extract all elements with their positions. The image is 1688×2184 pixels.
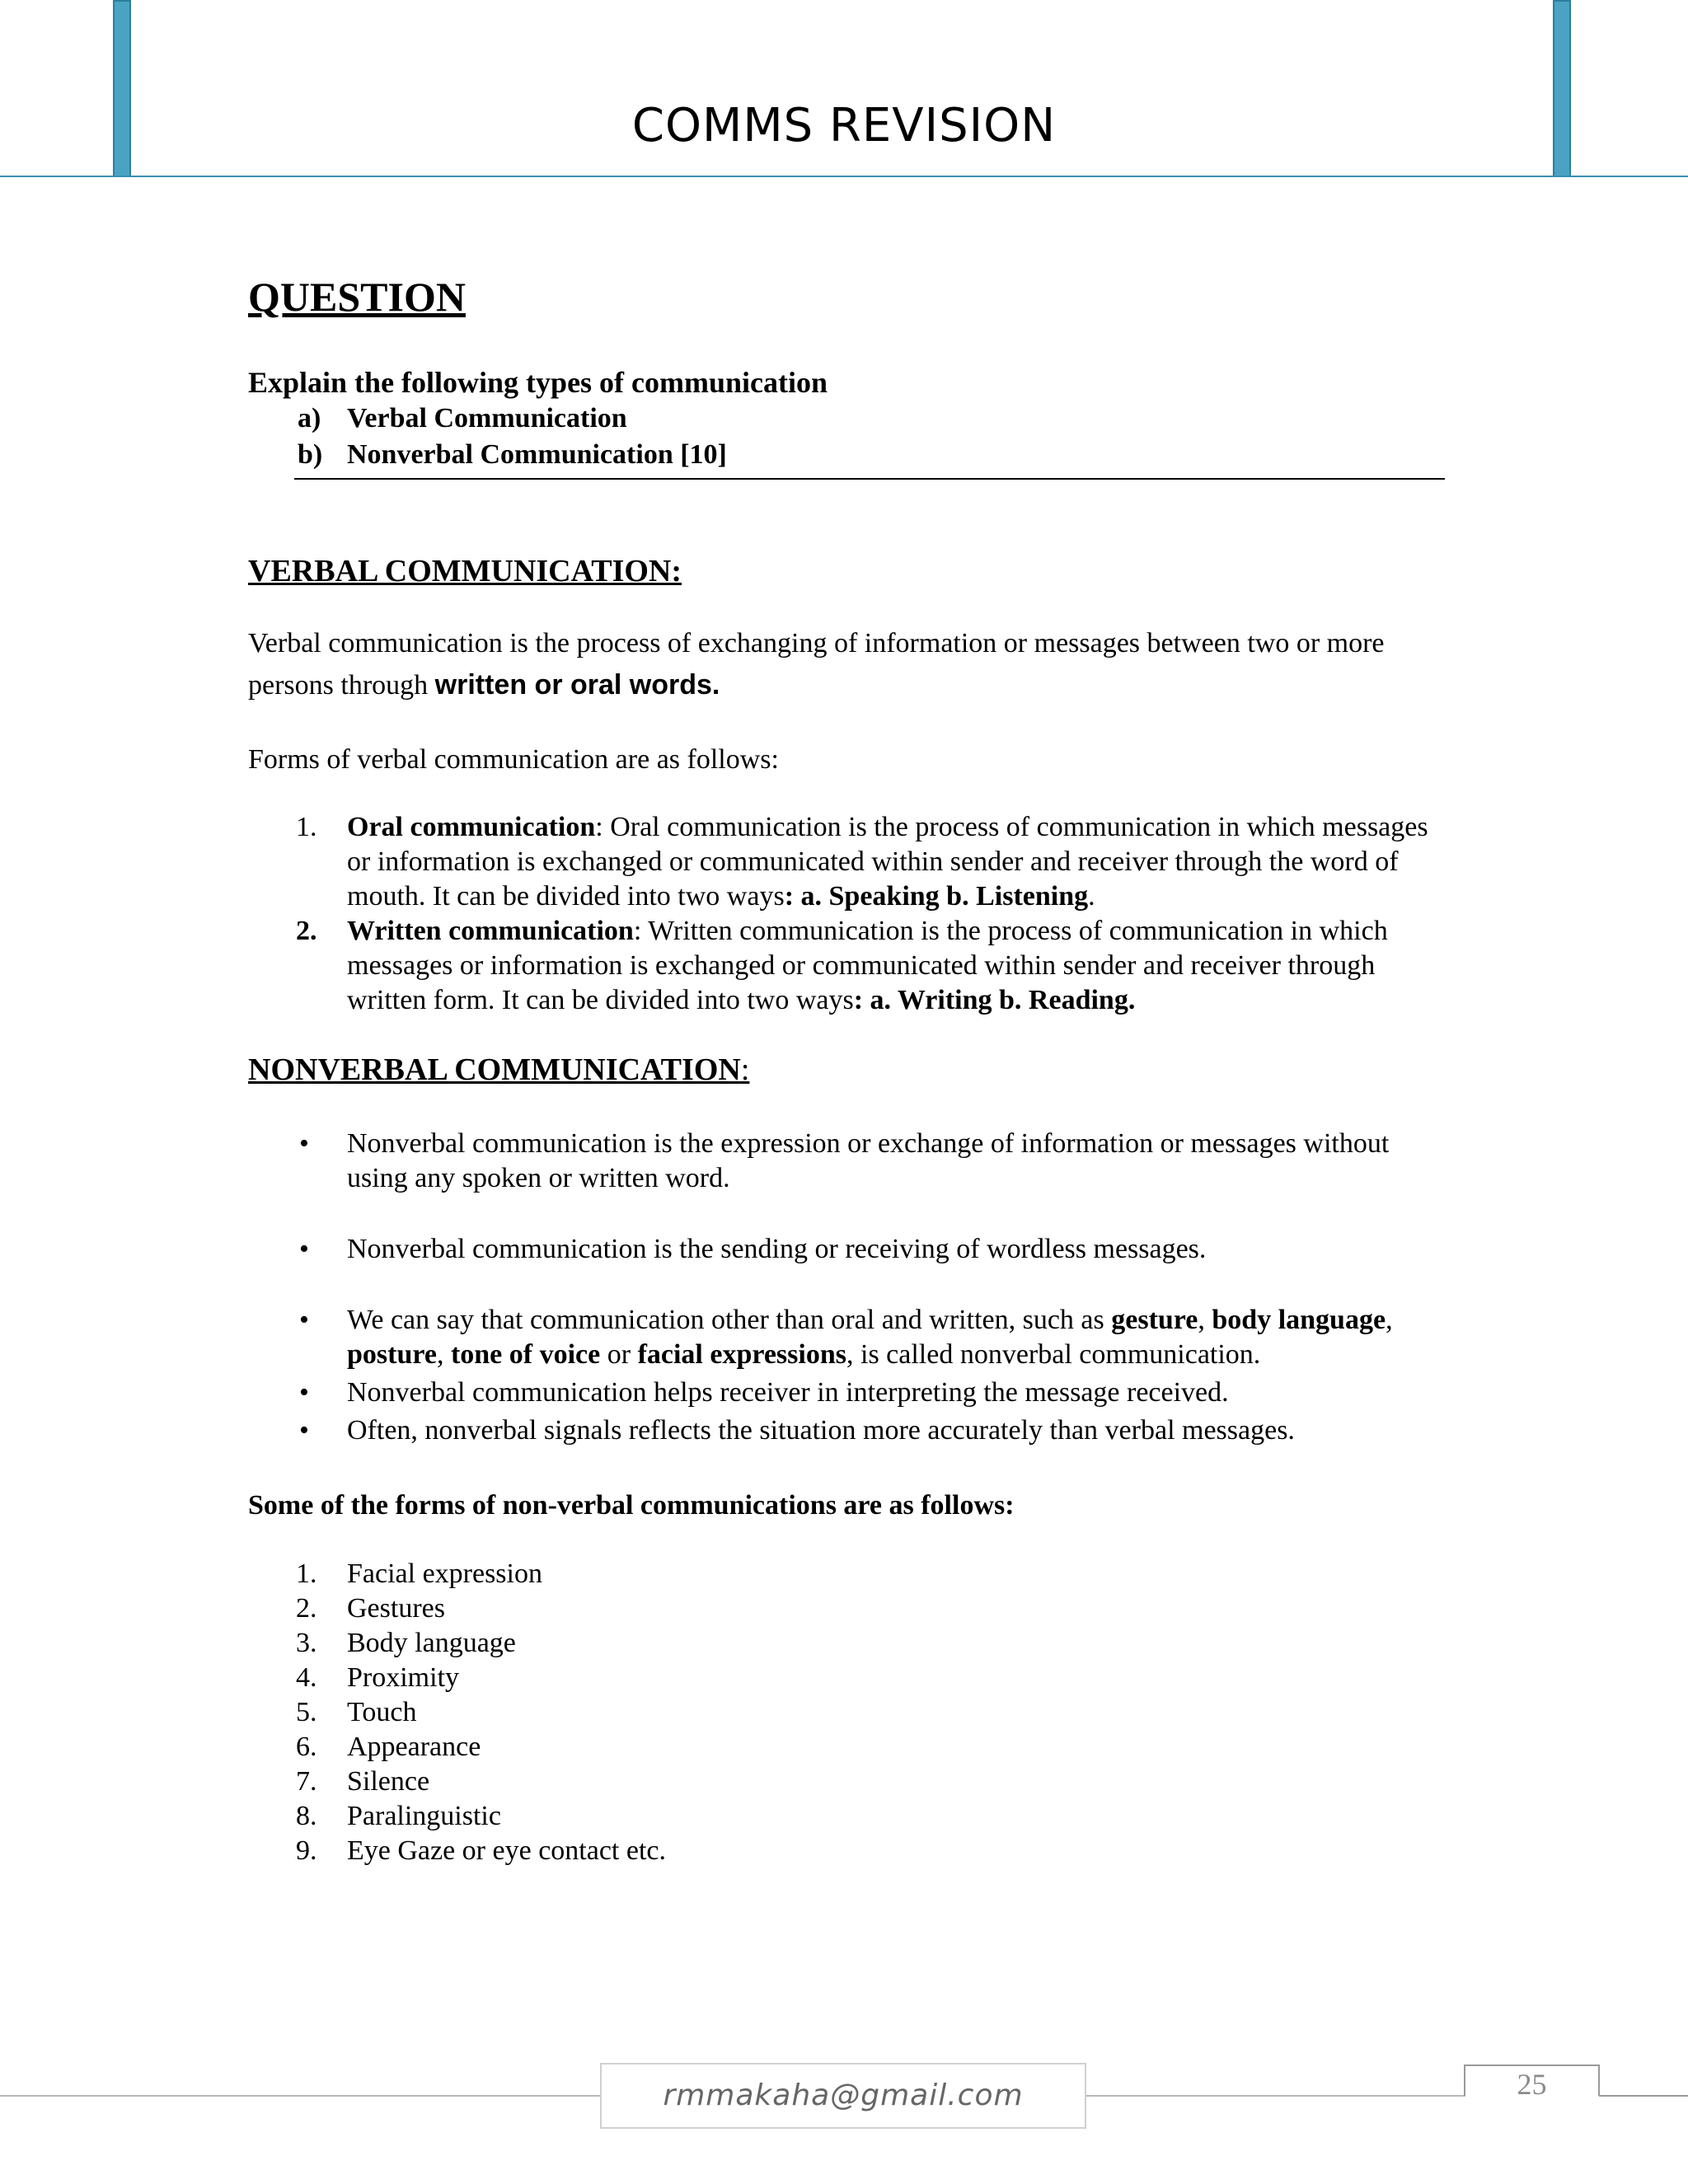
list-item bbox=[248, 1626, 1443, 1661]
nonverbal-heading bbox=[248, 1051, 1443, 1089]
bullet-dot: • bbox=[299, 1377, 309, 1408]
list-item-emphasis: gesture bbox=[1111, 1305, 1198, 1335]
nonverbal-heading-text: NONVERBAL COMMUNICATION bbox=[248, 1052, 741, 1087]
question-item bbox=[298, 401, 1443, 437]
list-item-text: Gestures bbox=[347, 1593, 445, 1624]
list-item-number: 1. bbox=[296, 1558, 317, 1589]
bullet-dot: • bbox=[299, 1128, 309, 1159]
list-item-term: Written communication bbox=[347, 916, 634, 946]
bullet-dot: • bbox=[299, 1415, 309, 1446]
page-number: 25 bbox=[1517, 2068, 1547, 2101]
question-item-marker: a) bbox=[298, 403, 321, 434]
list-item bbox=[248, 1557, 1443, 1591]
list-item-desc: : Written communication is the process of communication in which messages or information is exchanged or communicated within sender and receiver through written form. It can be divided into two ways bbox=[347, 916, 1388, 1015]
list-item-ways: : a. Writing b. Reading. bbox=[853, 985, 1136, 1015]
list-item-emphasis: facial expressions bbox=[637, 1339, 846, 1370]
list-item-term: Oral communication bbox=[347, 812, 596, 842]
list-item bbox=[248, 1127, 1443, 1196]
list-item-text: , bbox=[1198, 1305, 1212, 1335]
question-underline bbox=[294, 478, 1445, 480]
list-item-end: . bbox=[1088, 881, 1095, 912]
list-item-number: 3. bbox=[296, 1628, 317, 1658]
list-item bbox=[248, 1834, 1443, 1868]
question-item-text: Verbal Communication bbox=[347, 403, 627, 434]
verbal-definition-emphasis: written or oral words. bbox=[434, 669, 720, 701]
list-item-text: Appearance bbox=[347, 1732, 481, 1762]
list-item bbox=[248, 1413, 1443, 1448]
list-item-text: Touch bbox=[347, 1697, 417, 1727]
list-item-text: , bbox=[1386, 1305, 1393, 1335]
list-item bbox=[248, 1661, 1443, 1695]
verbal-forms-list bbox=[248, 810, 1443, 1018]
question-item-text: Nonverbal Communication [10] bbox=[347, 439, 727, 470]
header-divider bbox=[0, 176, 1688, 177]
header-title: COMMS REVISION bbox=[631, 99, 1057, 152]
list-item-desc: : Oral communication is the process of communication in which messages or information is exchanged or communicated within sender and receiver through the word of mouth. It can be divided into two ways bbox=[347, 812, 1428, 912]
list-item-text: Nonverbal communication is the sending or receiving of wordless messages. bbox=[347, 1234, 1207, 1264]
list-item-text: Silence bbox=[347, 1766, 430, 1797]
list-item-number: 7. bbox=[296, 1766, 317, 1797]
list-item-number: 2. bbox=[296, 916, 317, 946]
list-item-text: Proximity bbox=[347, 1662, 460, 1693]
list-item-text: Nonverbal communication helps receiver in interpreting the message received. bbox=[347, 1377, 1229, 1408]
verbal-definition bbox=[248, 623, 1443, 706]
nonverbal-forms-heading: Some of the forms of non-verbal communications are as follows: bbox=[248, 1490, 1015, 1521]
list-item-number: 5. bbox=[296, 1697, 317, 1727]
list-item bbox=[248, 810, 1443, 914]
list-item-text: Facial expression bbox=[347, 1558, 542, 1589]
list-item-emphasis: posture bbox=[347, 1339, 437, 1370]
list-item-text: Nonverbal communication is the expression or exchange of information or messages without using any spoken or written word. bbox=[347, 1128, 1390, 1193]
list-item-emphasis: tone of voice bbox=[450, 1339, 601, 1370]
list-item-text: Paralinguistic bbox=[347, 1801, 501, 1831]
page-content bbox=[248, 272, 1443, 1868]
list-item-ways: : a. Speaking b. Listening bbox=[784, 881, 1089, 912]
list-item-text: Body language bbox=[347, 1628, 516, 1658]
verbal-forms-intro: Forms of verbal communication are as follows: bbox=[248, 744, 779, 775]
list-item-text: , is called nonverbal communication. bbox=[846, 1339, 1261, 1370]
nonverbal-bullets bbox=[248, 1127, 1443, 1448]
list-item-text: or bbox=[600, 1339, 638, 1370]
list-item-number: 9. bbox=[296, 1835, 317, 1866]
question-intro: Explain the following types of communication bbox=[248, 366, 828, 399]
list-item bbox=[248, 1376, 1443, 1410]
question-heading: QUESTION bbox=[248, 274, 466, 320]
question-item-marker: b) bbox=[298, 439, 323, 470]
bullet-dot: • bbox=[299, 1305, 309, 1335]
bullet-dot: • bbox=[299, 1234, 309, 1264]
list-item bbox=[248, 1591, 1443, 1626]
list-item-text: , bbox=[436, 1339, 451, 1370]
question-item bbox=[298, 437, 1443, 473]
list-item bbox=[248, 1730, 1443, 1765]
nonverbal-forms-list bbox=[248, 1557, 1443, 1868]
list-item-number: 8. bbox=[296, 1801, 317, 1831]
list-item-text: Often, nonverbal signals reflects the situation more accurately than verbal messages. bbox=[347, 1415, 1295, 1446]
list-item bbox=[248, 1765, 1443, 1799]
verbal-definition-text: Verbal communication is the process of exchanging of information or messages between two or more persons through bbox=[248, 628, 1385, 701]
list-item-text: Eye Gaze or eye contact etc. bbox=[347, 1835, 666, 1866]
list-item-number: 4. bbox=[296, 1662, 317, 1693]
footer-rule-left bbox=[0, 2095, 602, 2097]
footer-email: rmmakaha@gmail.com bbox=[600, 2063, 1086, 2129]
nonverbal-heading-colon: : bbox=[740, 1052, 750, 1087]
verbal-heading: VERBAL COMMUNICATION: bbox=[248, 554, 682, 588]
list-item bbox=[248, 914, 1443, 1018]
list-item-emphasis: body language bbox=[1212, 1305, 1386, 1335]
list-item-number: 6. bbox=[296, 1732, 317, 1762]
list-item-number: 2. bbox=[296, 1593, 317, 1624]
footer-rule-right bbox=[1086, 2095, 1465, 2097]
list-item bbox=[248, 1695, 1443, 1730]
list-item-text: We can say that communication other than oral and written, such as bbox=[347, 1305, 1112, 1335]
list-item bbox=[248, 1799, 1443, 1834]
question-items bbox=[298, 401, 1443, 473]
list-item bbox=[248, 1232, 1443, 1267]
list-item-number: 1. bbox=[296, 812, 317, 842]
list-item bbox=[248, 1303, 1443, 1372]
footer-rule-far-right bbox=[1599, 2095, 1688, 2097]
